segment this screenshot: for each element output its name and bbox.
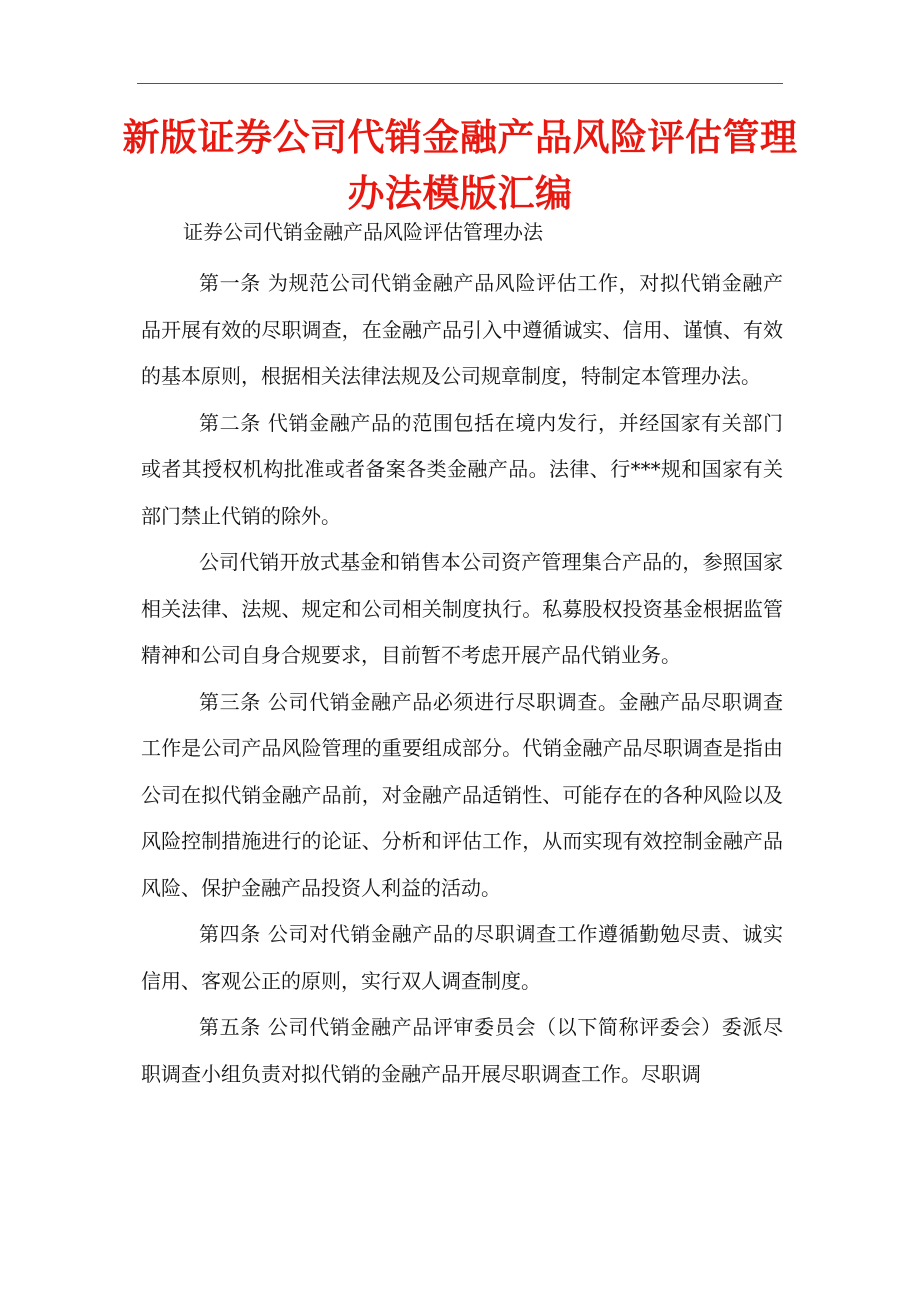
- paragraph-article-5: 第五条 公司代销金融产品评审委员会（以下简称评委会）委派尽职调查小组负责对拟代销的金融产品开展尽职调查工作。尽职调: [141, 1015, 783, 1086]
- paragraph-article-1: 第一条 为规范公司代销金融产品风险评估工作，对拟代销金融产品开展有效的尽职调查，在金融产品引入中遵循诚实、信用、谨慎、有效的基本原则，根据相关法律法规及公司规章制度，特制定本管理办法。: [141, 271, 783, 388]
- document-title: 新版证券公司代销金融产品风险评估管理办法模版汇编: [122, 116, 798, 215]
- paragraph-article-2-supplement: 公司代销开放式基金和销售本公司资产管理集合产品的，参照国家相关法律、法规、规定和公司相关制度执行。私募股权投资基金根据监管精神和公司自身合规要求，目前暂不考虑开展产品代销业务。: [141, 550, 783, 667]
- paragraph-article-3: 第三条 公司代销金融产品必须进行尽职调查。金融产品尽职调查工作是公司产品风险管理的重要组成部分。代销金融产品尽职调查是指由公司在拟代销金融产品前，对金融产品适销性、可能存在的各种风险以及风险控制措施进行的论证、分析和评估工作，从而实现有效控制金融产品风险、保护金融产品投资人利益的活动。: [141, 689, 783, 900]
- document-subtitle: 证券公司代销金融产品风险评估管理办法: [183, 220, 543, 244]
- paragraph-article-2: 第二条 代销金融产品的范围包括在境内发行，并经国家有关部门或者其授权机构批准或者备案各类金融产品。法律、行***规和国家有关部门禁止代销的除外。: [141, 410, 783, 528]
- header-rule: [137, 83, 783, 84]
- document-body: [141, 260, 783, 1097]
- paragraph-article-4: 第四条 公司对代销金融产品的尽职调查工作遵循勤勉尽责、诚实信用、客观公正的原则，实行双人调查制度。: [141, 922, 783, 993]
